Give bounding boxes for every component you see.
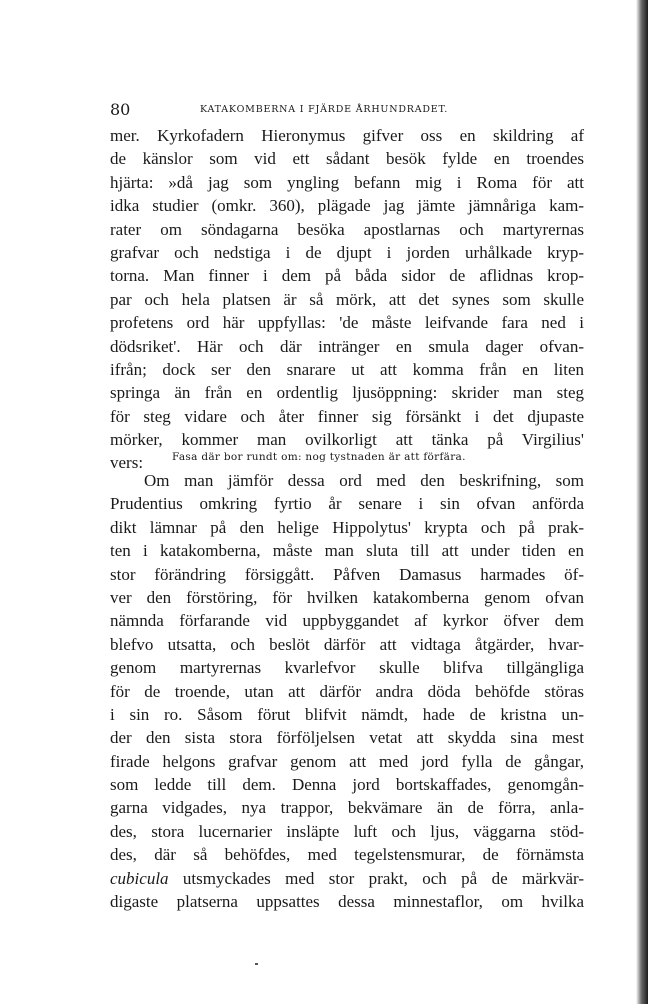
text-line: springa än från en ordentlig ljusöppning: skrider man steg [110,383,584,403]
text-line: som ledde till dem. Denna jord bortskaffades, genomgån- [110,775,584,795]
paragraph-2 [110,469,584,913]
text-line: garna vidgades, nya trappor, bekvämare än de förra, anla- [110,798,584,818]
text-line: des, där så behöfdes, med tegelstensmurar, de förnämsta [110,845,584,865]
text-line: dikt lämnar på den helige Hippolytus' krypta och på prak- [110,517,584,537]
text-line: mer. Kyrkofadern Hieronymus gifver oss en skildring af [110,126,584,145]
text-line: torna. Man finner i dem på båda sidor de aflidnas krop- [110,266,584,286]
text-line: nämnda förfarande vid uppbyggandet af kyrkor öfver dem [110,611,584,631]
text-line: i sin ro. Såsom förut blifvit nämdt, hade de kristna un- [110,704,584,724]
text-line [110,867,584,890]
text-line: dödsriket'. Här och där intränger en smula dager ofvan- [110,336,584,356]
text-line: idka studier (omkr. 360), plägade jag jämte jämnåriga kam- [110,196,584,216]
text-line: de känslor som vid ett sådant besök fylde en troendes [110,149,584,169]
text-line: der den sista stora förföljelsen vetat att skydda sina mest [110,728,584,748]
text-line: för steg vidare och åter finner sig försänkt i det djupaste [110,406,584,426]
text-line: stor förändring försiggått. Påfven Damasus harmades öf- [110,564,584,584]
verse-quotation: Fasa där bor rundt om: nog tystnaden är att förfära. [172,451,466,463]
text-line: Prudentius omkring fyrtio år senare i sin ofvan anförda [110,494,584,514]
page-header [110,100,580,120]
text-line: genom martyrernas kvarlefvor skulle blifva tillgängliga [110,658,584,678]
text-line: ten i katakomberna, måste man sluta till att under tiden en [110,541,584,561]
text-line: mörker, kommer man ovilkorligt att tänka på Virgilius' [110,430,584,450]
text-line-rest: utsmyckades med stor prakt, och på de märkvär- [168,868,584,888]
page-number: 80 [110,100,131,119]
text-line: hjärta: »då jag som yngling befann mig i Roma för att [110,172,584,192]
text-line: firade helgons grafvar genom att med jord fylla de gångar, [110,751,584,771]
text-line: vers: [110,453,144,473]
text-line: par och hela platsen är så mörk, att det synes som skulle [110,289,584,309]
print-speck [255,963,258,965]
text-line: grafvar och nedstiga i de djupt i jorden urhålkade kryp- [110,242,584,262]
text-line: ver den förstöring, för hvilken katakomberna genom ofvan [110,587,584,607]
text-line: des, stora lucernarier insläpte luft och ljus, väggarna stöd- [110,821,584,841]
text-line: blefvo utsatta, och beslöt därför att vidtaga åtgärder, hvar- [110,634,584,654]
book-spine-edge [636,0,648,1004]
text-line: för de troende, utan att därför andra döda behöfde störas [110,681,584,701]
text-line: ifrån; dock ser den snarare ut att komma från en liten [110,359,584,379]
italic-term: cubicula [110,868,169,888]
running-head: KATAKOMBERNA I FJÄRDE ÅRHUNDRADET. [200,104,449,115]
text-line: profetens ord här uppfyllas: 'de måste leifvande fara ned i [110,313,584,333]
text-line: Om man jämför dessa ord med den beskrifning, som [144,471,584,490]
paragraph-1 [110,124,584,475]
text-line: digaste platserna uppsattes dessa minnestaflor, om hvilka [110,892,584,912]
text-line: rater om söndagarna besöka apostlarnas och martyrernas [110,219,584,239]
